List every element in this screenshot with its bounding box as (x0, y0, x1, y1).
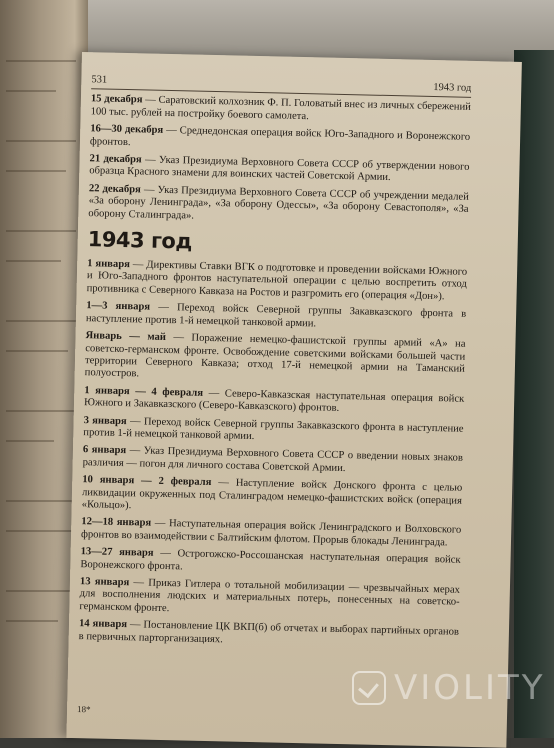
page-number: 531 (91, 74, 108, 86)
chronology-entry: 15 декабря — Саратовский колхозник Ф. П. Головатый внес из личных сбережений 100 тыс. рублей на постройку боевого самолета. (90, 93, 471, 122)
chronology-entry: 21 декабря — Указ Президиума Верховного Совета СССР об утверждении нового образца Красного знамени для воинских частей Советской Армии. (89, 153, 470, 184)
book-page (66, 52, 521, 748)
entries-1943 (79, 258, 468, 651)
chronology-entry: 1 января — Директивы Ставки ВГК о подготовке и проведении войсками Южного и Юго-Западного фронтов наступательной операции с целью воспретить отход противника с Северного Кавказа на Ростов и разгромить его (операция «Дон»). (86, 258, 468, 303)
checkmark-logo-icon (352, 671, 386, 705)
chronology-entry: Январь — май — Поражение немецко-фашистской группы армий «А» на советско-германском фронте. Освобождение советскими войсками большей части территории Северного Кавказа; отход 17-й немецкой армии на Таманский полуостров. (84, 330, 466, 380)
chronology-entry: 12—18 января — Наступательная операция войск Ленинградского и Волховского фронтов во взаимодействии с Балтийским флотом. Прорыв блокады Ленинграда. (80, 516, 462, 549)
running-head-section: 1943 год (433, 81, 472, 94)
chronology-entry: 16—30 декабря — Среднедонская операция войск Юго-Западного и Воронежского фронтов. (89, 123, 471, 148)
signature-mark: 18* (76, 704, 91, 715)
chronology-entry: 1—3 января — Переход войск Северной группы Закавказского фронта в наступление против 1-й немецкой танковой армии. (85, 300, 467, 330)
watermark (352, 668, 546, 708)
chronology-entry: 13 января — Приказ Гитлера о тотальной мобилизации — чрезвычайных мерах для восполнения людских и материальных потерь, понесенных на советско-германском фронте. (79, 576, 461, 614)
book-cover-right (514, 50, 554, 738)
entries-1942 (88, 94, 471, 229)
chronology-entry: 1 января — 4 февраля — Северо-Кавказская наступательная операция войск Южного и Закавказского (Северо-Кавказского) фронтов. (83, 384, 465, 415)
watermark-text: VIOLITY (394, 668, 546, 708)
chronology-entry: 6 января — Указ Президиума Верховного Совета СССР о введении новых знаков различия — погон для личного состава Советской Армии. (82, 444, 464, 474)
chronology-entry: 22 декабря — Указ Президиума Верховного Совета СССР об учреждении медалей «За оборону Ленинграда», «За оборону Одессы», «За оборону Севастополя», «За оборону Сталинграда». (88, 183, 469, 222)
year-heading: 1943 год (87, 227, 193, 254)
chronology-entry: 13—27 января — Острогожско-Россошанская наступательная операция войск Воронежского фронта. (80, 546, 461, 573)
page-text (78, 74, 471, 657)
chronology-entry: 3 января — Переход войск Северной группы Закавказского фронта в наступление против 1-й немецкой танковой армии. (83, 414, 464, 442)
chronology-entry: 10 января — 2 февраля — Наступление войск Донского фронта с целью ликвидации окруженных под Сталинградом немецко-фашистских войск (операция «Кольцо»). (81, 474, 463, 512)
chronology-entry: 14 января — Постановление ЦК ВКП(б) об отчетах и выборах партийных органов в первичных парторганизациях. (78, 618, 460, 645)
